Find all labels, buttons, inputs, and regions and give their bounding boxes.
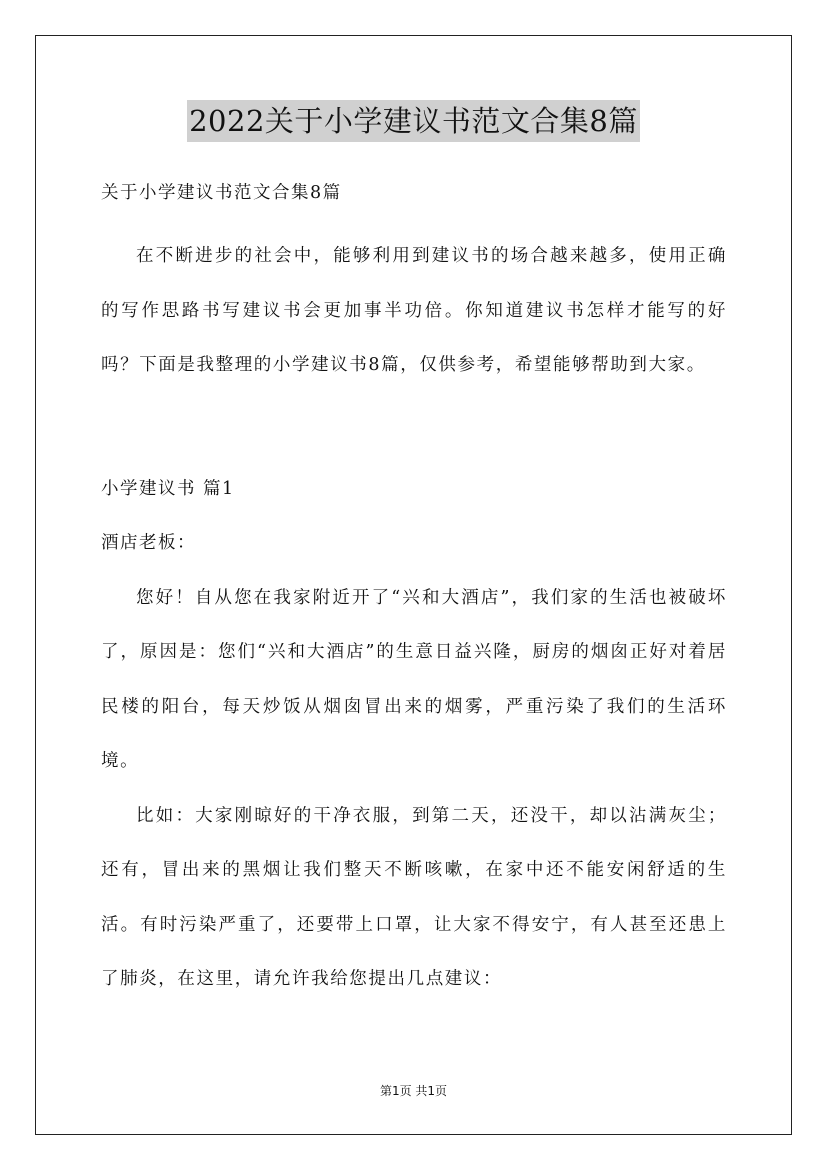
body-paragraph: 比如：大家刚晾好的干净衣服，到第二天，还没干，却以沾满灰尘；还有，冒出来的黑烟让我们整天不断咳嗽，在家中还不能安闲舒适的生活。有时污染严重了，还要带上口罩，让大家不得安宁，有人甚至还患上了肺炎，在这里，请允许我给您提出几点建议：: [101, 805, 727, 989]
document-title: 2022关于小学建议书范文合集8篇: [187, 100, 640, 142]
title-container: [0, 100, 827, 142]
intro-paragraph: 在不断进步的社会中，能够利用到建议书的场合越来越多，使用正确的写作思路书写建议书会更加事半功倍。你知道建议书怎样才能写的好吗？下面是我整理的小学建议书8篇，仅供参考，希望能够帮助到大家。: [101, 246, 727, 375]
page-footer: 第1页 共1页: [379, 1084, 448, 1098]
document-subtitle: 关于小学建议书范文合集8篇: [101, 183, 342, 203]
body-paragraph: 您好！自从您在我家附近开了“兴和大酒店”，我们家的生活也被破坏了，原因是：您们“兴和大酒店”的生意日益兴隆，厨房的烟囱正好对着居民楼的阳台，每天炒饭从烟囱冒出来的烟雾，严重污染了我们的生活环境。: [101, 587, 727, 771]
salutation: 酒店老板：: [101, 533, 196, 553]
document-body: [101, 172, 727, 1007]
section-heading: 小学建议书 篇1: [101, 478, 235, 499]
